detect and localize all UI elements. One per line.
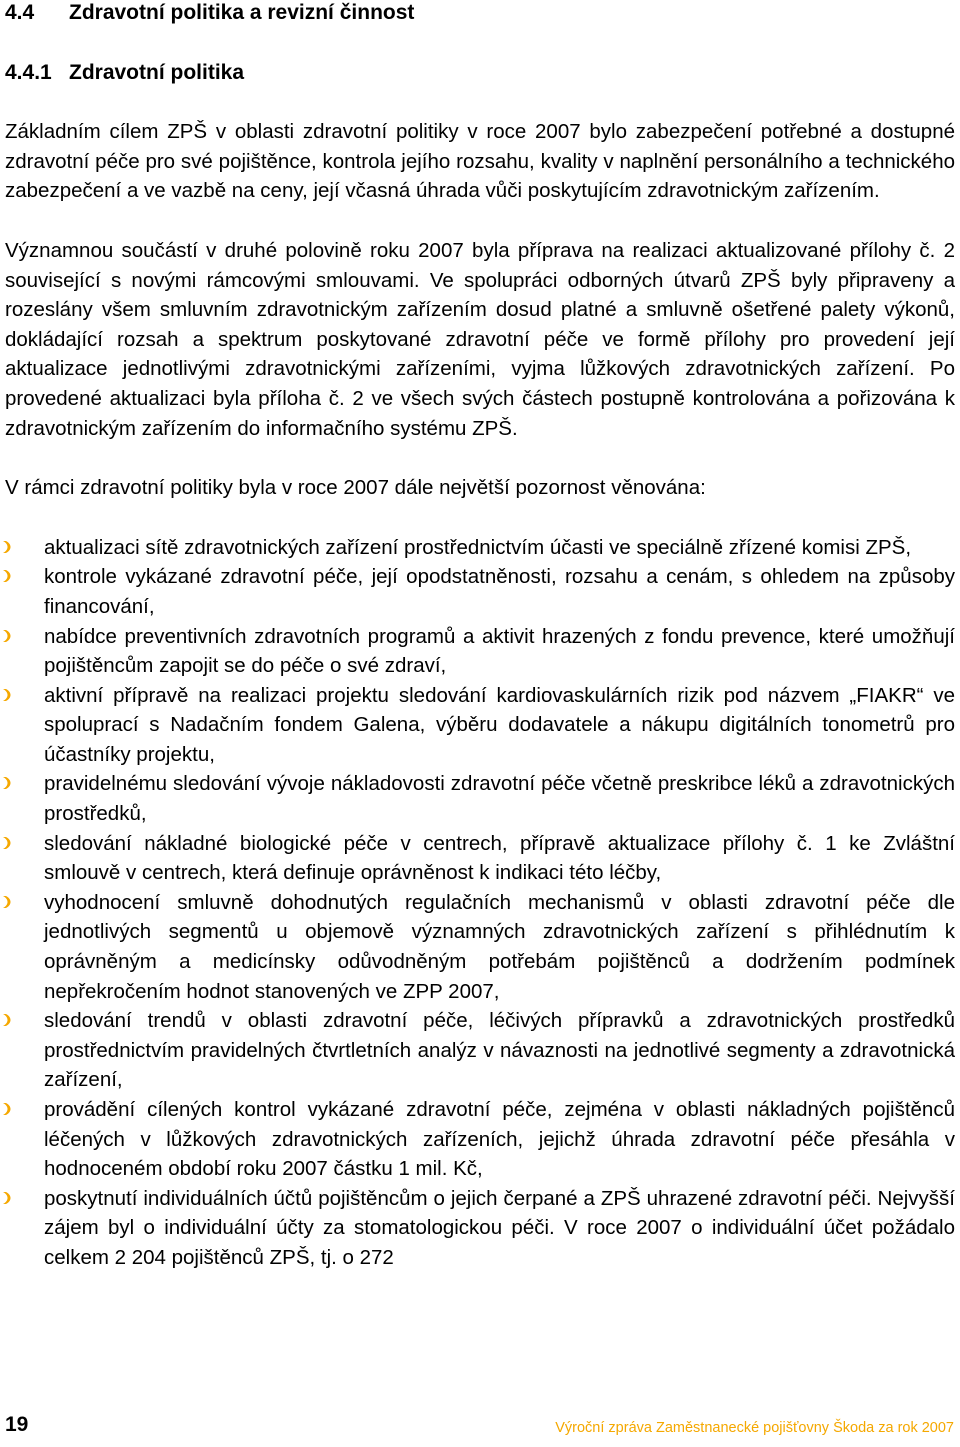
list-item [5, 829, 955, 888]
list-item [5, 1006, 955, 1095]
list-item-text: sledování trendů v oblasti zdravotní péče, léčivých přípravků a zdravotnických prostředků prostřednictvím pravidelných čtvrtletních analýz v návaznosti na jednotlivé segmenty a zdravotnická zařízení, [44, 1009, 955, 1092]
list-item [5, 622, 955, 681]
section-number: 4.4 [5, 1, 35, 24]
section-title: Zdravotní politika a revizní činnost [69, 1, 415, 24]
list-item-text: aktualizaci sítě zdravotnických zařízení prostřednictvím účasti ve speciálně zřízené komisi ZPŠ, [44, 535, 912, 559]
footer-report-title: Výroční zpráva Zaměstnanecké pojišťovny Škoda za rok 2007 [555, 1420, 954, 1436]
list-item-text: provádění cílených kontrol vykázané zdravotní péče, zejména v oblasti nákladných pojištěnců léčených v lůžkových zdravotnických zařízeních, jejichž úhrada zdravotní péče přesáhla v hodnoceném období roku 2007 částku 1 mil. Kč, [44, 1098, 955, 1181]
paragraph-intro-list: V rámci zdravotní politiky byla v roce 2007 dále největší pozornost věnována: [5, 476, 706, 500]
list-item-text: poskytnutí individuálních účtů pojištěncům o jejich čerpané a ZPŠ uhrazené zdravotní péči. Nejvyšší zájem byl o individuální účty za stomatologickou péči. V roce 2007 o individuální účet požádalo celkem 2 204 pojištěnců ZPŠ, tj. o 272 [44, 1186, 955, 1269]
chevron-right-icon [1, 569, 13, 583]
paragraph-goal: Základním cílem ZPŠ v oblasti zdravotní politiky v roce 2007 bylo zabezpečení potřebné a dostupné zdravotní péče pro své pojištěnce, kontrola jejího rozsahu, kvality v naplnění personálního a technického zabezpečení a ve vazbě na ceny, její včasná úhrada vůči poskytujícím zdravotnickým zařízením. [5, 120, 955, 203]
chevron-right-icon [1, 895, 13, 909]
chevron-right-icon [1, 776, 13, 790]
chevron-right-icon [1, 540, 13, 554]
page-footer [0, 1410, 960, 1440]
subsection-number: 4.4.1 [5, 60, 52, 84]
list-item [5, 562, 955, 621]
list-item-text: aktivní přípravě na realizaci projektu sledování kardiovaskulárních rizik pod názvem „FIAKR“ ve spoluprací s Nadačním fondem Galena, výběru dodavatele a nákupu digitálních tonometrů pro účastníky projektu, [44, 683, 955, 766]
page-number: 19 [5, 1413, 29, 1436]
chevron-right-icon [1, 836, 13, 850]
list-item [5, 888, 955, 1006]
subsection-heading [5, 58, 955, 88]
document-page [5, 0, 955, 1273]
list-item-text: nabídce preventivních zdravotních programů a aktivit hrazených z fondu prevence, které umožňují pojištěncům zapojit se do péče o své zdraví, [44, 624, 955, 678]
list-item [5, 1095, 955, 1184]
list-item [5, 769, 955, 828]
bullet-list [5, 533, 955, 1273]
list-item [5, 533, 955, 563]
chevron-right-icon [1, 688, 13, 702]
chevron-right-icon [1, 1102, 13, 1116]
list-item-text: kontrole vykázané zdravotní péče, její opodstatněnosti, rozsahu a cenám, s ohledem na způsoby financování, [44, 565, 955, 618]
paragraph-annex: Významnou součástí v druhé polovině roku 2007 byla příprava na realizaci aktualizované přílohy č. 2 související s novými rámcovými smlouvami. Ve spolupráci odborných útvarů ZPŠ byly připraveny a rozeslány všem smluvním zdravotnickým zařízením dosud platné a smluvně ošetřené palety výkonů, dokládající rozsah a spektrum poskytované zdravotní péče ve formě přílohy pro provedení její aktualizace jednotlivými zdravotnickými zařízeními, vyjma lůžkových zdravotnických zařízení. Po provedené aktualizaci byla příloha č. 2 ve všech svých částech postupně kontrolována a pořizována k zdravotnickým zařízením do informačního systému ZPŠ. [5, 238, 955, 440]
chevron-right-icon [1, 1013, 13, 1027]
list-item [5, 681, 955, 770]
section-heading [5, 0, 955, 28]
list-item [5, 1184, 955, 1273]
list-item-text: pravidelnému sledování vývoje nákladovosti zdravotní péče včetně preskribce léků a zdravotnických prostředků, [44, 772, 955, 826]
chevron-right-icon [1, 629, 13, 643]
chevron-right-icon [1, 1191, 13, 1205]
subsection-title: Zdravotní politika [69, 60, 245, 84]
list-item-text: sledování nákladné biologické péče v centrech, přípravě aktualizace přílohy č. 1 ke Zvláštní smlouvě v centrech, která definuje oprávněnost k indikaci této léčby, [44, 831, 955, 885]
list-item-text: vyhodnocení smluvně dohodnutých regulačních mechanismů v oblasti zdravotní péče dle jednotlivých segmentů u objemově významných zdravotnických zařízení s přihlédnutím k oprávněným a medicínsky odůvodněným potřebám pojištěnců a dodržením podmínek nepřekročením hodnot stanovených ve ZPP 2007, [44, 890, 955, 1003]
